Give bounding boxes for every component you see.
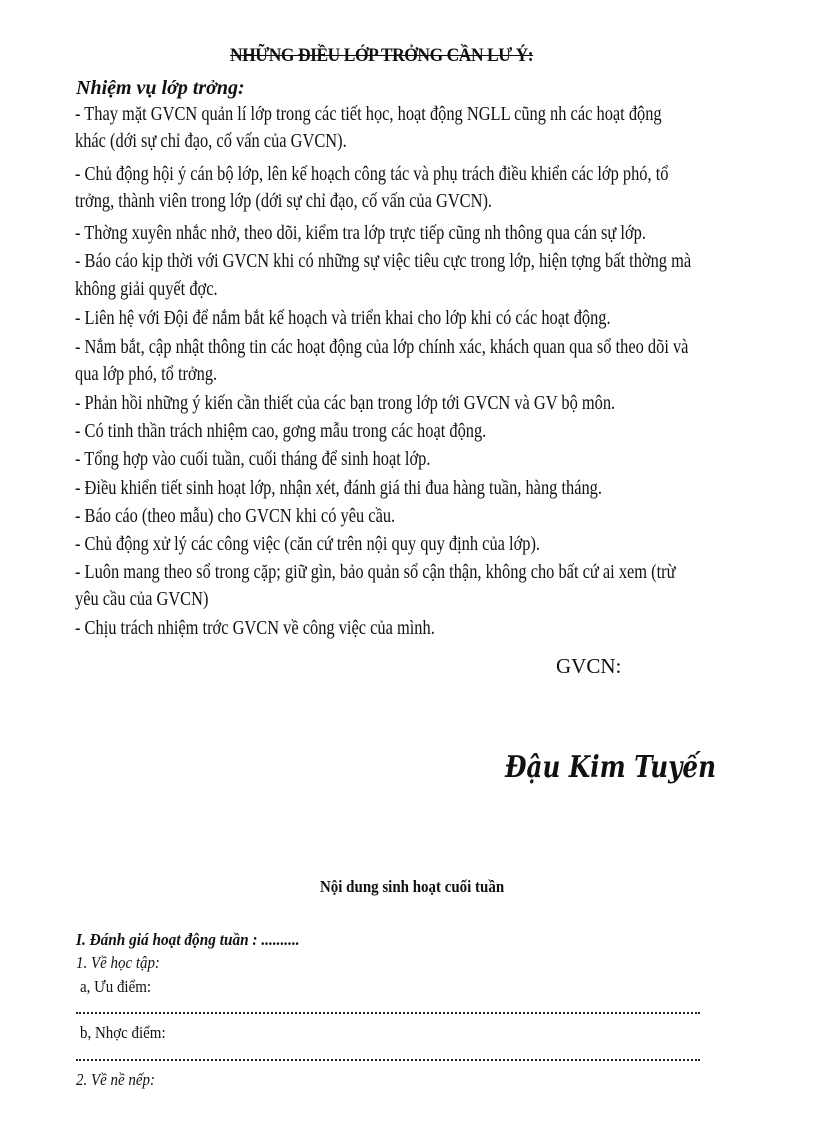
dotted-line (76, 1059, 700, 1061)
duty-line: - Nắm bắt, cập nhật thông tin các hoạt động của lớp chính xác, khách quan qua sổ theo dõi và (75, 336, 689, 358)
duty-line: trởng, thành viên trong lớp (dới sự chỉ đạo, cố vấn của GVCN). (75, 190, 493, 212)
duty-line: - Tổng hợp vào cuối tuần, cuối tháng để sinh hoạt lớp. (75, 448, 431, 470)
duty-line: - Chủ động hội ý cán bộ lớp, lên kế hoạch công tác và phụ trách điều khiển các lớp phó, tổ (75, 163, 669, 185)
subtitle: Nội dung sinh hoạt cuối tuần (320, 877, 505, 896)
duty-line: - Phản hồi những ý kiến cần thiết của các bạn trong lớp tới GVCN và GV bộ môn. (75, 392, 616, 414)
duty-line: không giải quyết đợc. (75, 278, 218, 300)
dotted-line (76, 1012, 700, 1014)
strengths-label: a, Ưu điểm: (80, 977, 152, 996)
duty-line: yêu cầu của GVCN) (75, 588, 209, 610)
duty-line: - Liên hệ với Đội để nắm bắt kế hoạch và triển khai cho lớp khi có các hoạt động. (75, 307, 611, 329)
signature: Đậu Kim Tuyến (505, 750, 716, 785)
duty-line: - Thay mặt GVCN quản lí lớp trong các tiết học, hoạt động NGLL cũng nh các hoạt động (75, 103, 662, 125)
duty-line: - Luôn mang theo sổ trong cặp; giữ gìn, bảo quản sổ cận thận, không cho bất cứ ai xem (trừ (75, 561, 676, 583)
duty-line: - Điều khiển tiết sinh hoạt lớp, nhận xét, đánh giá thi đua hàng tuần, hàng tháng. (75, 477, 602, 499)
duty-line: qua lớp phó, tổ trởng. (75, 363, 218, 385)
duty-line: - Chủ động xử lý các công việc (căn cứ trên nội quy quy định của lớp). (75, 533, 541, 555)
weaknesses-label: b, Nhợc điểm: (80, 1023, 166, 1042)
gvcn-label: GVCN: (556, 654, 622, 678)
duty-line: - Báo cáo kịp thời với GVCN khi có những sự việc tiêu cực trong lớp, hiện tợng bất thờng mà (75, 250, 692, 272)
duty-line: - Chịu trách nhiệm trớc GVCN về công việc của mình. (75, 617, 435, 639)
study-label: 1. Về học tập: (76, 953, 160, 972)
evaluation-heading: I. Đánh giá hoạt động tuần : .......... (76, 930, 300, 949)
document-title: NHỮNG ĐIỀU LỚP TRỞNG CẦN LƯ Ý: (230, 45, 534, 66)
discipline-label: 2. Về nề nếp: (76, 1070, 155, 1089)
duty-line: khác (dới sự chỉ đạo, cố vấn của GVCN). (75, 130, 347, 152)
section-heading: Nhiệm vụ lớp trởng: (76, 77, 245, 99)
duty-line: - Báo cáo (theo mẫu) cho GVCN khi có yêu cầu. (75, 505, 396, 527)
duty-line: - Có tinh thần trách nhiệm cao, gơng mẫu trong các hoạt động. (75, 420, 487, 442)
duty-line: - Thờng xuyên nhắc nhở, theo dõi, kiểm tra lớp trực tiếp cũng nh thông qua cán sự lớp. (75, 222, 646, 244)
